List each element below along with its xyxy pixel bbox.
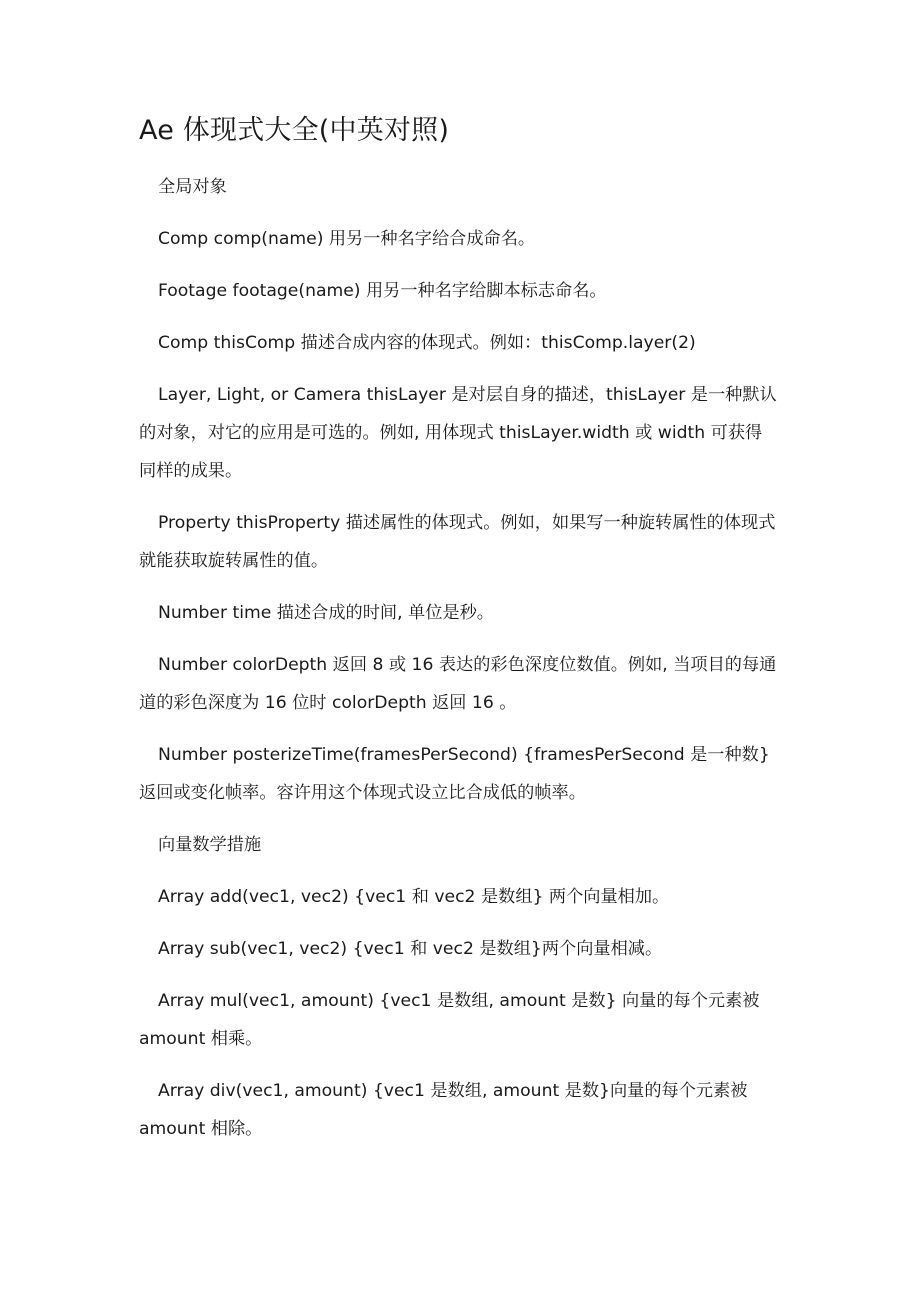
paragraph-mul: Array mul(vec1, amount) {vec1 是数组, amount 是数} 向量的每个元素被 amount 相乘。: [139, 991, 760, 1049]
paragraph-this-comp: Comp thisComp 描述合成内容的体现式。例如：thisComp.layer(2): [158, 333, 696, 353]
paragraph-this-layer: Layer, Light, or Camera thisLayer 是对层自身的描述，thisLayer 是一种默认的对象，对它的应用是可选的。例如, 用体现式 thisLayer.width 或 width 可获得同样的成果。: [139, 385, 777, 481]
paragraph-time: Number time 描述合成的时间, 单位是秒。: [158, 603, 494, 623]
paragraph-comp: Comp comp(name) 用另一种名字给合成命名。: [158, 229, 536, 249]
document-body: [139, 168, 779, 1162]
section-heading-global-objects: 全局对象: [158, 177, 227, 197]
section-heading-vector-math: 向量数学措施: [158, 835, 262, 855]
paragraph-div: Array div(vec1, amount) {vec1 是数组, amount 是数}向量的每个元素被 amount 相除。: [139, 1081, 748, 1139]
paragraph-posterize-time: Number posterizeTime(framesPerSecond) {framesPerSecond 是一种数}返回或变化帧率。容许用这个体现式设立比合成低的帧率。: [139, 745, 770, 803]
paragraph-this-property: Property thisProperty 描述属性的体现式。例如，如果写一种旋转属性的体现式就能获取旋转属性的值。: [139, 513, 776, 571]
document-title: Ae 体现式大全(中英对照): [139, 115, 450, 146]
paragraph-color-depth: Number colorDepth 返回 8 或 16 表达的彩色深度位数值。例如, 当项目的每通道的彩色深度为 16 位时 colorDepth 返回 16 。: [139, 655, 777, 713]
paragraph-footage: Footage footage(name) 用另一种名字给脚本标志命名。: [158, 281, 607, 301]
paragraph-add: Array add(vec1, vec2) {vec1 和 vec2 是数组} 两个向量相加。: [158, 887, 670, 907]
paragraph-sub: Array sub(vec1, vec2) {vec1 和 vec2 是数组}两个向量相减。: [158, 939, 663, 959]
